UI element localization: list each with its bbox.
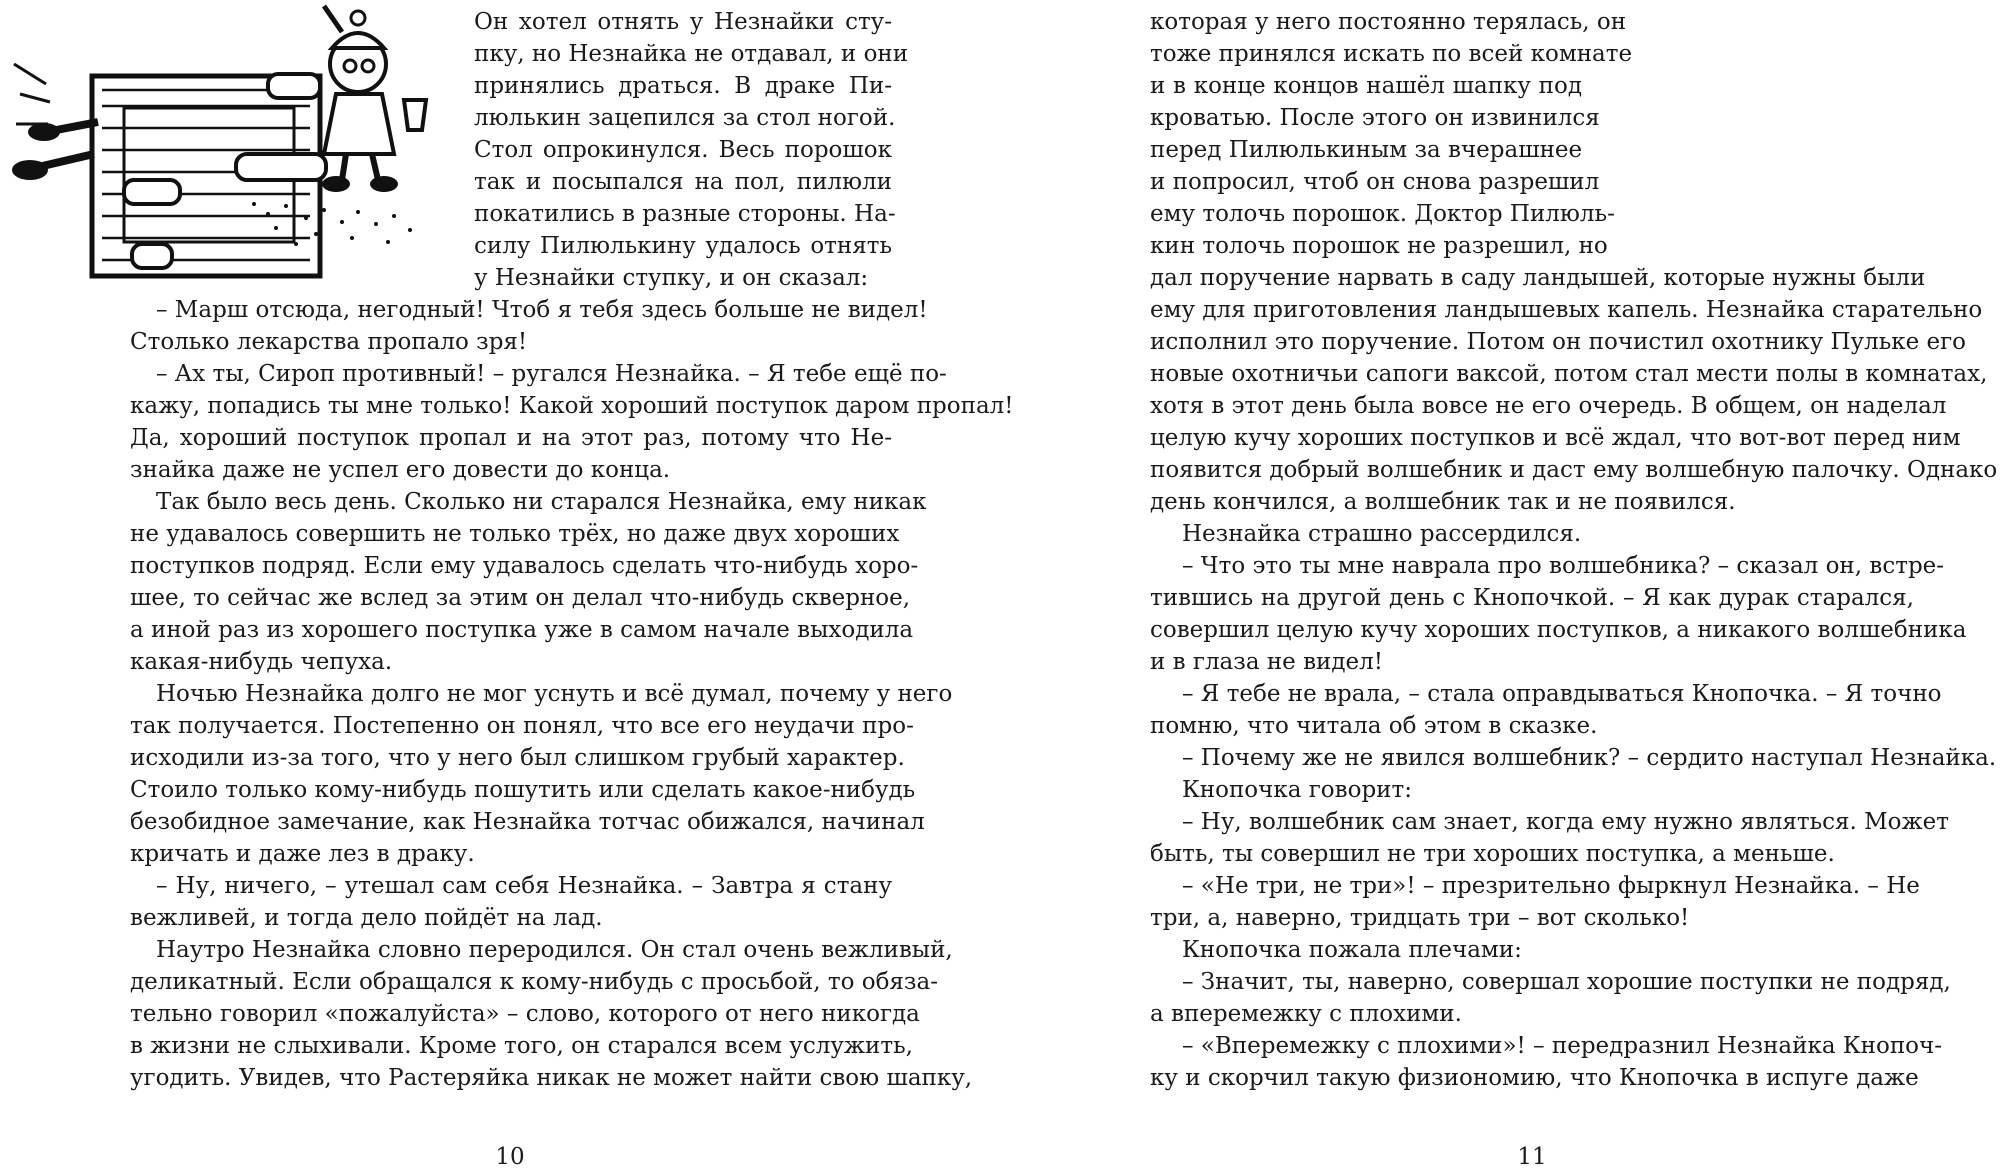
text-line: так получается. Постепенно он понял, что все его неудачи про- (130, 713, 914, 739)
text-line: деликатный. Если обращался к кому-нибудь с просьбой, то обяза- (130, 969, 938, 995)
text-line: безобидное замечание, как Незнайка тотчас обижался, начинал (130, 809, 925, 835)
text-line: какая-нибудь чепуха. (130, 649, 393, 675)
text-line: – Значит, ты, наверно, совершал хорошие поступки не подряд, (1182, 969, 1951, 995)
text-line: три, а, наверно, тридцать три – вот сколько! (1150, 905, 1690, 931)
text-line: угодить. Увидев, что Растеряйка никак не может найти свою шапку, (130, 1065, 973, 1091)
text-line: тельно говорил «пожалуйста» – слово, которого от него никогда (130, 1001, 920, 1027)
text-line: дал поручение нарвать в саду ландышей, которые нужны были (1150, 265, 1926, 291)
text-line: пку, но Незнайка не отдавал, и они (474, 41, 909, 67)
text-line: тившись на другой день с Кнопочкой. – Я как дурак старался, (1150, 585, 1914, 611)
text-line: поступков подряд. Если ему удавалось сделать что-нибудь хоро- (130, 553, 919, 579)
text-line: помню, что читала об этом в сказке. (1150, 713, 1598, 739)
text-line: люлькин зацепился за стол ногой. (474, 105, 896, 131)
text-line: и в глаза не видел! (1150, 649, 1383, 675)
text-line: шее, то сейчас же вслед за этим он делал что-нибудь скверное, (130, 585, 911, 611)
text-line: так и посыпался на пол, пилюли (474, 169, 892, 195)
text-line: кажу, попадись ты мне только! Какой хороший поступок даром пропал! (130, 393, 1014, 419)
text-line: исполнил это поручение. Потом он почистил охотнику Пульке его (1150, 329, 1967, 355)
text-line: и в конце концов нашёл шапку под (1150, 73, 1582, 99)
text-line: у Незнайки ступку, и он сказал: (474, 265, 869, 291)
text-line: быть, ты совершил не три хороших поступка, а меньше. (1150, 841, 1835, 867)
text-line: ему толочь порошок. Доктор Пилюль- (1150, 201, 1615, 227)
text-line: не удавалось совершить не только трёх, но даже двух хороших (130, 521, 900, 547)
text-line: – Я тебе не врала, – стала оправдываться Кнопочка. – Я точно (1182, 681, 1942, 707)
text-line: вежливей, и тогда дело пойдёт на лад. (130, 905, 603, 931)
text-line: Кнопочка пожала плечами: (1182, 937, 1522, 963)
right-page (1000, 0, 2000, 1170)
text-line: – Ах ты, Сироп противный! – ругался Незнайка. – Я тебе ещё по- (156, 361, 947, 387)
text-line: Да, хороший поступок пропал и на этот раз, потому что Не- (130, 425, 892, 451)
text-line: Незнайка страшно рассердился. (1182, 521, 1582, 547)
text-line: принялись драться. В драке Пи- (474, 73, 892, 99)
text-line: появится добрый волшебник и даст ему волшебную палочку. Однако (1150, 457, 1998, 483)
page-number: 11 (1517, 1144, 1547, 1170)
text-line: тоже принялся искать по всей комнате (1150, 41, 1633, 67)
text-line: – Что это ты мне наврала про волшебника? – сказал он, встре- (1182, 553, 1945, 579)
text-line: Ночью Незнайка долго не мог уснуть и всё думал, почему у него (156, 681, 953, 707)
text-line: новые охотничьи сапоги ваксой, потом стал мести полы в комнатах, (1150, 361, 1988, 387)
text-line: знайка даже не успел его довести до конца. (130, 457, 671, 483)
text-line: перед Пилюлькиным за вчерашнее (1150, 137, 1583, 163)
text-line: в жизни не слыхивали. Кроме того, он старался всем услужить, (130, 1033, 913, 1059)
text-line: которая у него постоянно терялась, он (1150, 9, 1627, 35)
text-line: Наутро Незнайка словно переродился. Он стал очень вежливый, (156, 937, 953, 963)
text-line: кричать и даже лез в драку. (130, 841, 475, 867)
text-line: кроватью. После этого он извинился (1150, 105, 1600, 131)
text-line: день кончился, а волшебник так и не появился. (1150, 489, 1736, 515)
text-line: кин толочь порошок не разрешил, но (1150, 233, 1608, 259)
text-line: совершил целую кучу хороших поступков, а никакого волшебника (1150, 617, 1967, 643)
text-line: Столько лекарства пропало зря! (130, 329, 528, 355)
text-line: – Марш отсюда, негодный! Чтоб я тебя здесь больше не видел! (156, 297, 928, 323)
page-number: 10 (495, 1144, 525, 1170)
text-line: а вперемежку с плохими. (1150, 1001, 1462, 1027)
text-line: и попросил, чтоб он снова разрешил (1150, 169, 1600, 195)
text-line: Кнопочка говорит: (1182, 777, 1412, 803)
text-line: Он хотел отнять у Незнайки сту- (474, 9, 892, 35)
text-line: а иной раз из хорошего поступка уже в самом начале выходила (130, 617, 914, 643)
text-line: – Ну, волшебник сам знает, когда ему нужно являться. Может (1182, 809, 1949, 835)
text-line: – «Вперемежку с плохими»! – передразнил Незнайка Кнопоч- (1182, 1033, 1942, 1059)
text-line: хотя в этот день была вовсе не его очередь. В общем, он наделал (1150, 393, 1947, 419)
text-line: Стол опрокинулся. Весь порошок (474, 137, 892, 163)
text-line: Так было весь день. Сколько ни старался Незнайка, ему никак (156, 489, 927, 515)
text-line: – Почему же не явился волшебник? – сердито наступал Незнайка. (1182, 745, 1997, 771)
illustration-overturned-table-icon (6, 4, 436, 284)
text-line: силу Пилюлькину удалось отнять (474, 233, 892, 259)
text-line: – Ну, ничего, – утешал сам себя Незнайка. – Завтра я стану (156, 873, 892, 899)
text-line: ему для приготовления ландышевых капель. Незнайка старательно (1150, 297, 1983, 323)
text-line: Стоило только кому-нибудь пошутить или сделать какое-нибудь (130, 777, 916, 803)
text-line: исходили из-за того, что у него был слишком грубый характер. (130, 745, 905, 771)
text-line: – «Не три, не три»! – презрительно фыркнул Незнайка. – Не (1182, 873, 1920, 899)
text-line: ку и скорчил такую физиономию, что Кнопочка в испуге даже (1150, 1065, 1919, 1091)
text-line: покатились в разные стороны. На- (474, 201, 896, 227)
text-line: целую кучу хороших поступков и всё ждал, что вот-вот перед ним (1150, 425, 1961, 451)
